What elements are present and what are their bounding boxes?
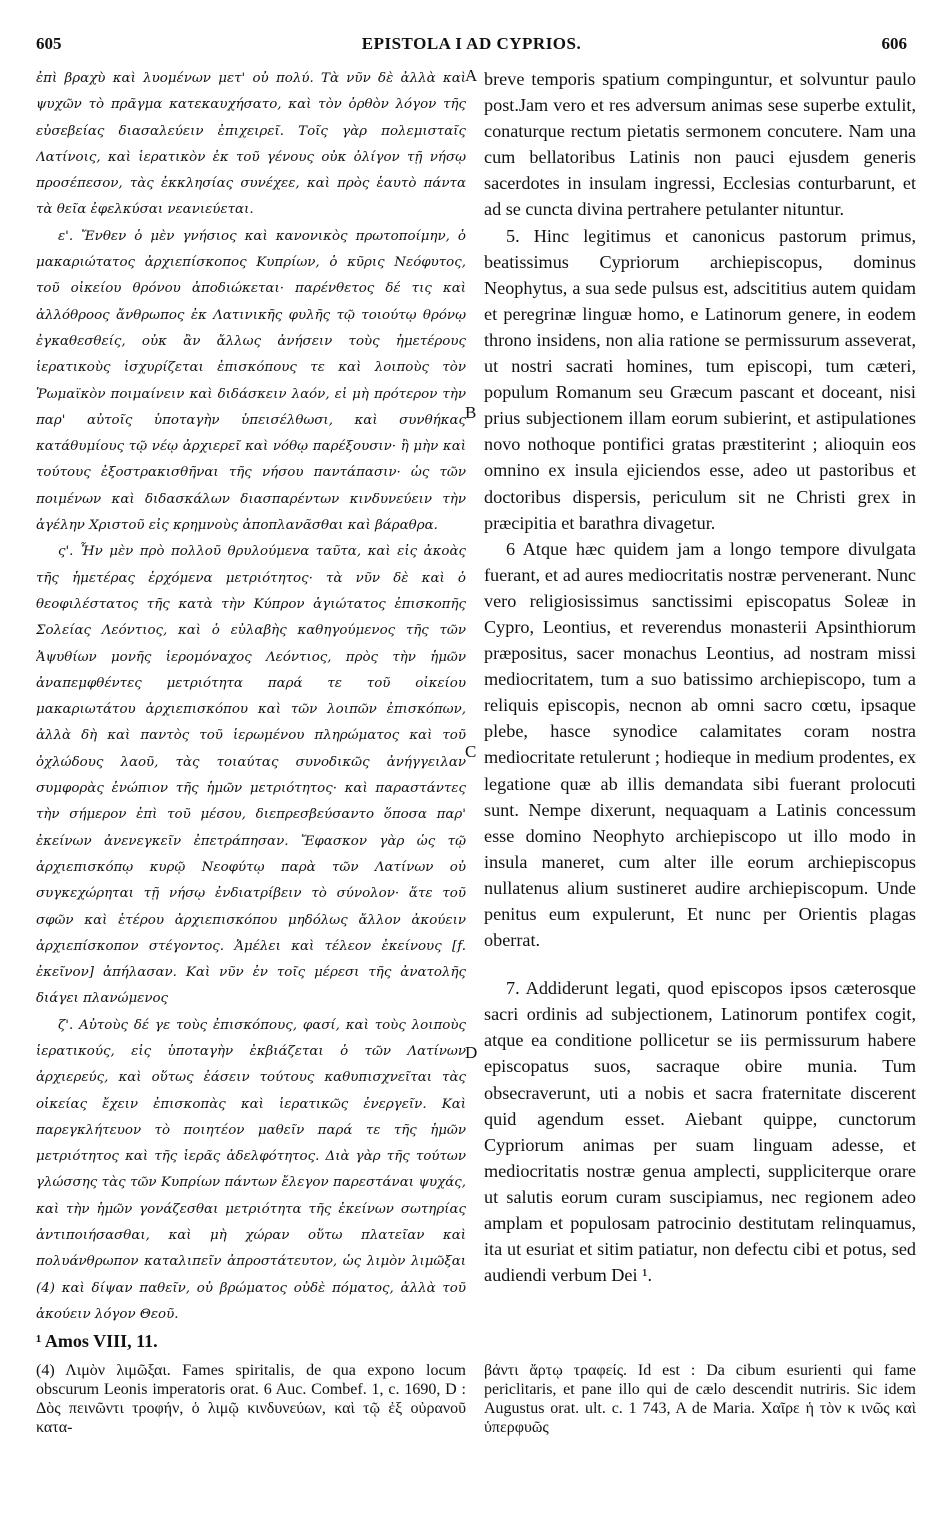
running-title: EPISTOLA I AD CYPRIOS. <box>361 34 582 53</box>
latin-paragraph-6: 6 Atque hæc quidem jam a longo tempore divulgata fuerant, et ad aures mediocritatis nostræ pervenerant. Nunc vero religiosissimus sanctissimi episcopatus Soleæ in Cypro, Leontius, et reverendus monasterii Apsinthiorum præpositus, sacer monachus Leontius, ad nostram missi mediocritatem, tum a suo batissimo archiepiscopo, tum a reliquis episcopis, necnon ab omni sacro cœtu, ipsaque plebe, hasce synodice calamitates coram nostra mediocritate retulerunt ; hodieque in medium prodentes, ex legatione quæ ab illis demandata sibi fuerant prolocuti sunt. Nempe dixerunt, nequaquam a Latinis concessum esse domino Neophyto archiepiscopo ut illo modo in insula maneret, cum alter ille eorum archiepiscopus nullatenus alium sustineret audire archiepiscopum. Unde penitus eum expulerunt, Et nunc per Orientis plagas oberrat. <box>484 538 916 951</box>
greek-column <box>36 66 466 1328</box>
greek-paragraph-6: ς'. Ἦν μὲν πρὸ πολλοῦ θρυλούμενα ταῦτα, καὶ εἰς ἀκοὰς τῆς ἡμετέρας ἐρχόμενα μετριότητος· τὰ νῦν δὲ καὶ ὁ θεοφιλέστατος τῆς κατὰ τὴν Κύπρον ἁγιώτατος ἐπισκοπῆς Σολείας Λεόντιος, καὶ ὁ εὐλαβὴς καθηγούμενος τῆς τῶν Ἀψυθίων μονῆς ἱερομόναχος Λεόντιος, πρὸς τὴν ἡμῶν ἀναπεμφθέντες μετριότητα παρά τε τοῦ οἰκείου μακαριωτάτου ἀρχιεπισκόπου καὶ τῶν λοιπῶν ἐπισκόπων, ἀλλὰ δὴ καὶ παντὸς τοῦ ἱερωμένου πληρώματος καὶ τοῦ ὀχλώδους λαοῦ, τὰς τοιαύτας συνοδικῶς ἀνήγγειλαν συμφορὰς ἐνώπιον τῆς ἡμῶν μετριότητος· καὶ παραστάντες τὴν σήμερον ἐπὶ τοῦ μέσου, διεπρεσβεύσαντο ὅποσα παρ' ἐκείνων ἀνενεγκεῖν ἐπετράπησαν. Ἔφασκον γὰρ ὡς τῷ ἀρχιεπισκόπῳ κυρῷ Νεοφύτῳ παρὰ τῶν Λατίνων οὐ συγκεχώρηται τῇ νήσῳ ἐνδιατρίβειν τὸ σύνολον· ἅτε τοῦ σφῶν καὶ ἑτέρου ἀρχιεπισκόπου μηδόλως ἄλλον ἀκούειν ἀρχιεπίσκοπον στέγοντος. Ἀμέλει καὶ τέλεον ἐκείνους [f. ἐκεῖνον] ἀπήλασαν. Καὶ νῦν ἐν τοῖς μέρεσι τῆς ἀνατολῆς διάγει πλανώμενος <box>36 544 466 1007</box>
margin-marker-b: B <box>465 403 477 422</box>
margin-marker-a: A <box>465 66 478 85</box>
page-number-right: 606 <box>881 34 907 53</box>
footnote-4-text: (4) Λιμὸν λιμῶξαι. Fames spiritalis, de qua expono locum obscurum Leonis imperatoris orat. 6 Auc. Combef. 1, c. 1690, D : Δὸς πεινῶντι τροφήν, ὁ λιμῷ κινδυνεύων, καὶ τῷ ἐξ οὐρανοῦ κατα- <box>36 1362 466 1436</box>
page-number-left: 605 <box>36 34 62 53</box>
footnote-right <box>484 1361 916 1437</box>
margin-marker-c: C <box>465 742 477 761</box>
paragraph-gap <box>484 953 916 975</box>
greek-paragraph-5: ε'. Ἔνθεν ὁ μὲν γνήσιος καὶ κανονικὸς πρωτοποίμην, ὁ μακαριώτατος ἀρχιεπίσκοπος Κυπρίων, ὁ κῦρις Νεόφυτος, τοῦ οἰκείου θρόνου ἀποδιώκεται· παρένθετος δέ τις καὶ ἀλλόθροος ἄνθρωπος ἐκ Λατινικῆς φυλῆς τῷ τοιούτῳ θρόνῳ ἐγκαθεσθείς, οὐκ ἂν ἄλλως ἀνήσειν τοὺς ἡμετέρους ἱερατικοὺς ἰσχυρίζεται ἐπισκόπους τε καὶ λοιποὺς τὸν Ῥωμαϊκὸν ποιμαίνειν καὶ διδάσκειν λαόν, εἰ μὴ πρότερον τὴν παρ' αὐτοῖς ὑποταγὴν ὑπεισέλθωσι, καὶ συνθήκας κατάθυμίους τῷ νέῳ ἀρχιερεῖ καὶ νόθῳ παρέξουσιν· ἢ μὴν καὶ τούτους ἐξοστρακισθῆναι τῆς νήσου παντάπασιν· ὡς τῶν ποιμένων καὶ διδασκάλων διασπαρέντων κινδυνεύειν τὴν ἀγέλην Χριστοῦ εἰς κρημνοὺς ἀποπλανᾶσθαι καὶ βάραθρα. <box>36 228 466 534</box>
margin-marker-d: D <box>465 1043 478 1062</box>
latin-paragraph-5: 5. Hinc legitimus et canonicus pastorum primus, beatissimus Cypriorum archiepiscopus, dominus Neophytus, a sua sede pulsus est, adscititius autem quidam et peregrinæ linguæ homo, e Latinorum genere, in eodem throno insidens, non alia ratione se permissurum asseverat, ut nostri sacrati homines, tum episcopi, tum cæteri, populum Romanum seu Græcum pascant et doceant, nisi prius subjectionem illam eorum subierint, et astipulationes novo nothoque pontifici gratas præstiterint ; alioquin eos omnino ex insula ejiciendos esse, adeo ut pastoribus et doctoribus dispersis, periculum sit ne Christi grex in præcipitia et barathra divagetur. <box>484 225 916 533</box>
footnote-4-continuation: βάντι ἄρτῳ τραφείς. Id est : Da cibum esurienti qui fame periclitaris, et pane illo qui de cælo descendit nutriris. Sic idem Augustus orat. ult. c. 1 743, A de Maria. Χαῖρε ἡ τὸν κ ινῶς καὶ ὑπερφυῶς <box>484 1362 916 1436</box>
greek-paragraph-7: ζ'. Αὐτοὺς δέ γε τοὺς ἐπισκόπους, φασί, καὶ τοὺς λοιποὺς ἱερατικούς, εἰς ὑποταγὴν ἐκβιάζεται ὁ τῶν Λατίνων ἀρχιερεύς, καὶ οὕτως ἐάσειν τούτους καθυπισχνεῖται τὰς οἰκείας ἔχειν ἐπισκοπὰς καὶ ἱερατικῶς ἐνεργεῖν. Καὶ παρεγκλήτευον τὸ ποιητέον μαθεῖν παρά τε τῆς ἡμῶν μετριότητος καὶ τῆς ἱερᾶς ἀδελφότητος. Διὰ γὰρ τῆς τούτων γλώσσης τὰς τῶν Κυπρίων πάντων ἔλεγον παρεστάναι ψυχάς, καὶ τὴν ἡμῶν γονάζεσθαι μετριότητα τῆς ἐκείνων σωτηρίας ἀντιποιήσασθαι, καὶ μὴ χώραν οὕτω πλατεῖαν καὶ πολυάνθρωπον καταλιπεῖν ἀπροστάτευτον, ὡς λιμὸν λιμῶξαι (4) καὶ δίψαν παθεῖν, οὐ βρώματος οὐδὲ πόματος, ἀλλὰ τοῦ ἀκούειν λόγον Θεοῦ. <box>36 1017 466 1322</box>
latin-column <box>484 66 916 1288</box>
latin-paragraph-4: breve temporis spatium compinguntur, et solvuntur paulo post.Jam vero et res adversum animas sese superbe extulit, conaturque rectum pietatis sermonem concutere. Nam una cum bellatoribus Latinis non pauci ejusdem generis sacerdotes in insulam ingressi, Ecclesias conturbarunt, et ad se cuncta divina pertrahere petulanter nituntur. <box>484 69 916 220</box>
page-header <box>36 34 907 60</box>
latin-paragraph-7: 7. Addiderunt legati, quod episcopos ipsos cæterosque sacri ordinis ad subjectionem, Latinorum pontifex cogit, atque ea conditione pollicetur se iis permissurum habere episcopatus suos, sacraque obire munia. Tum obsecraverunt, uti a nobis et sacra fraternitate discerent quid agendum esset. Aiebant quippe, cunctorum Cypriorum animas per suam linguam adesse, et mediocritatis nostræ genua amplecti, suppliciterque orare ut salutis eorum curam suscipiamus, nec regionem adeo amplam et populosam patrocinio destitutam relinquamus, ita ut esuriat et sitim patiatur, non defectu cibi et potus, sed audiendi verbum Dei ¹. <box>484 978 916 1286</box>
greek-paragraph-4: ἐπὶ βραχὺ καὶ λυομένων μετ' οὐ πολύ. Τὰ νῦν δὲ ἀλλὰ καὶ ψυχῶν τὸ πρᾶγμα κατεκαυχήσατο, καὶ τὸν ὀρθὸν λόγον τῆς εὐσεβείας διασαλεύειν ἐπιχειρεῖ. Τοῖς γὰρ πολεμισταῖς Λατίνοις, καὶ ἱερατικὸν ἐκ τοῦ γένους οὐκ ὀλίγον τῇ νήσῳ προσέπεσον, τὰς ἐκκλησίας συνέχεε, καὶ πρὸς ἑαυτὸ πάντα τὰ θεῖα ἐφελκύσαι νεανιεύεται. <box>36 71 466 218</box>
scripture-reference: ¹ Amos VIII, 11. <box>36 1331 158 1351</box>
footnote-left <box>36 1361 466 1437</box>
